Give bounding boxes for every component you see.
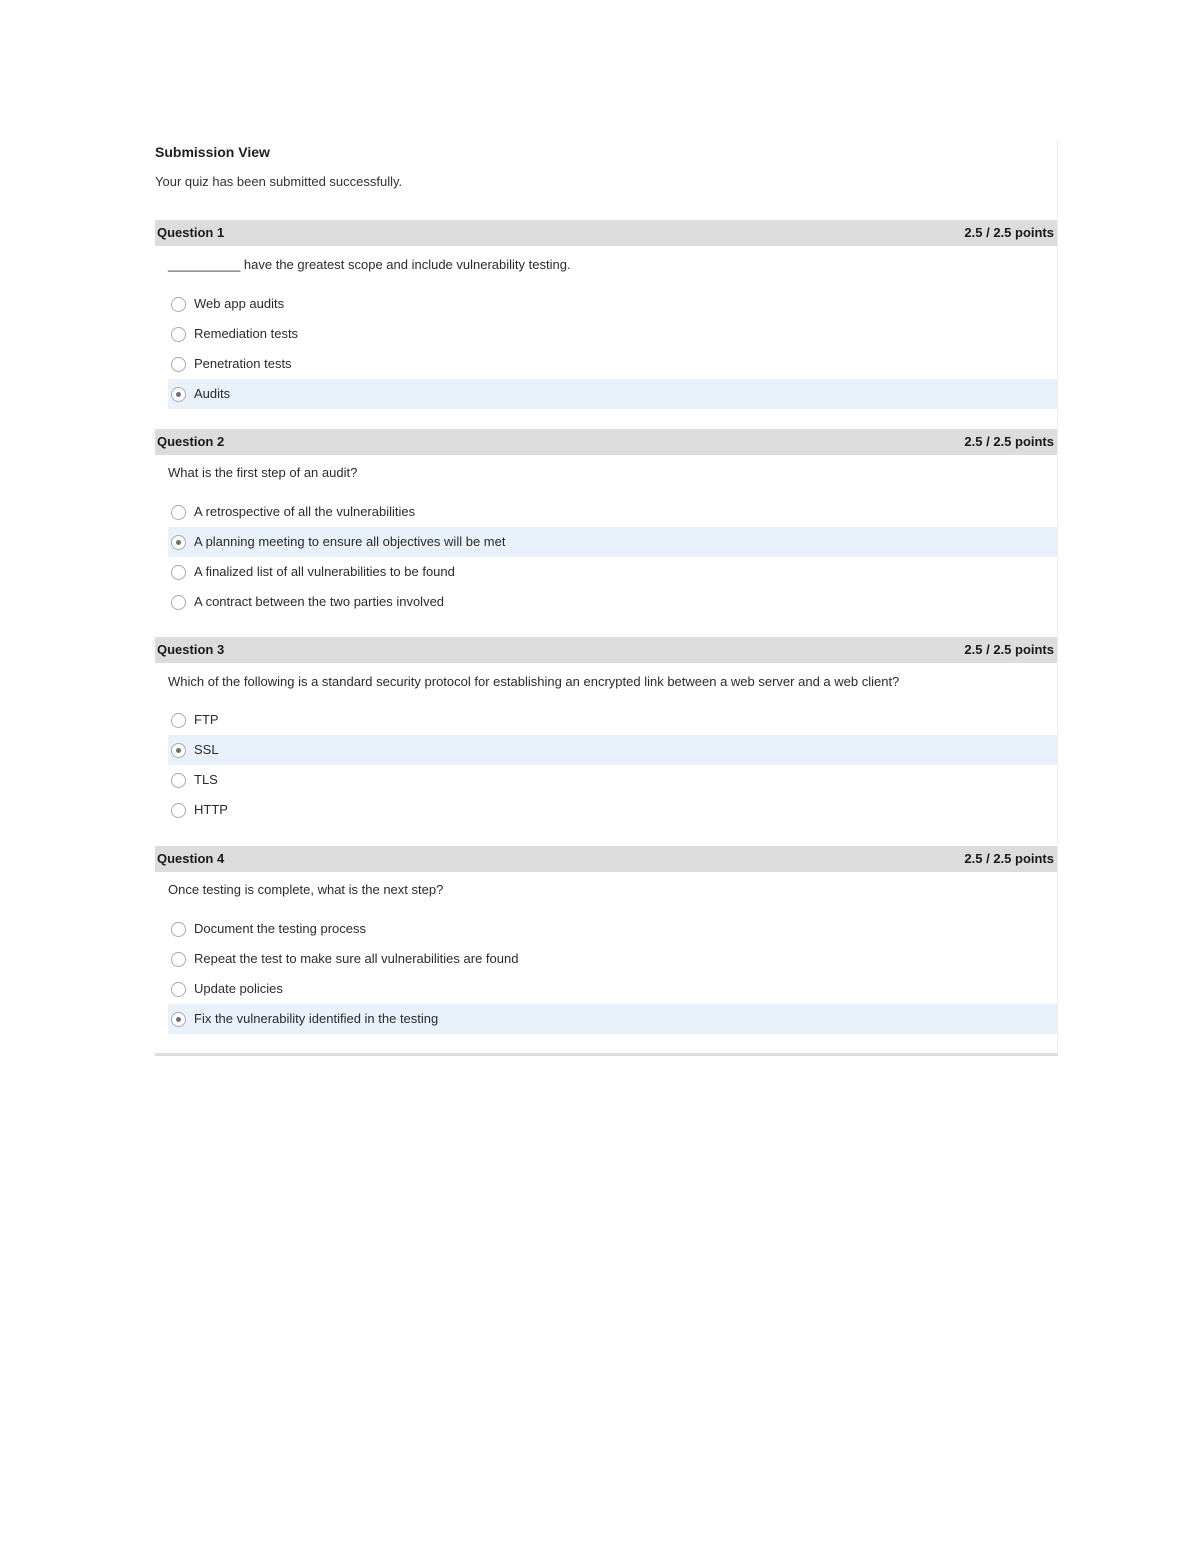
radio-icon[interactable] — [171, 535, 186, 550]
option-label: Repeat the test to make sure all vulnerabilities are found — [194, 951, 519, 966]
question-3-header — [155, 637, 1057, 663]
q2-option-3[interactable] — [168, 557, 1057, 587]
option-label: Web app audits — [194, 296, 285, 311]
question-1-header — [155, 220, 1057, 246]
question-4-text: Once testing is complete, what is the next step? — [168, 882, 444, 897]
radio-icon[interactable] — [171, 297, 186, 312]
question-1-text: __________ have the greatest scope and include vulnerability testing. — [168, 257, 571, 272]
question-4-points: 2.5 / 2.5 points — [964, 851, 1054, 866]
question-2-label: Question 2 — [157, 434, 225, 449]
radio-icon[interactable] — [171, 803, 186, 818]
q3-option-4[interactable] — [168, 795, 1057, 825]
q2-option-2[interactable] — [168, 527, 1057, 557]
question-4-header — [155, 846, 1057, 872]
q1-option-4[interactable] — [168, 379, 1057, 409]
radio-icon[interactable] — [171, 1012, 186, 1027]
question-3-points: 2.5 / 2.5 points — [964, 642, 1054, 657]
radio-icon[interactable] — [171, 505, 186, 520]
submission-card — [155, 140, 1058, 1056]
option-label: Document the testing process — [194, 921, 366, 936]
question-1-points: 2.5 / 2.5 points — [964, 225, 1054, 240]
option-label: Fix the vulnerability identified in the testing — [194, 1011, 439, 1026]
q4-option-2[interactable] — [168, 944, 1057, 974]
option-label: A planning meeting to ensure all objectives will be met — [194, 534, 506, 549]
radio-icon[interactable] — [171, 952, 186, 967]
option-label: A contract between the two parties involved — [194, 594, 445, 609]
question-1-label: Question 1 — [157, 225, 225, 240]
question-2-header — [155, 429, 1057, 455]
option-label: HTTP — [194, 802, 228, 817]
option-label: Audits — [194, 386, 231, 401]
q4-option-4[interactable] — [168, 1004, 1057, 1034]
q3-option-2[interactable] — [168, 735, 1057, 765]
q4-option-1[interactable] — [168, 914, 1057, 944]
q1-option-3[interactable] — [168, 349, 1057, 379]
option-label: A finalized list of all vulnerabilities to be found — [194, 564, 455, 579]
option-label: TLS — [194, 772, 218, 787]
radio-icon[interactable] — [171, 565, 186, 580]
question-3-label: Question 3 — [157, 642, 225, 657]
q2-option-1[interactable] — [168, 497, 1057, 527]
question-3-text: Which of the following is a standard security protocol for establishing an encrypted link between a web server and a web client? — [168, 674, 900, 689]
radio-icon[interactable] — [171, 773, 186, 788]
q1-option-2[interactable] — [168, 319, 1057, 349]
q3-option-3[interactable] — [168, 765, 1057, 795]
radio-icon[interactable] — [171, 743, 186, 758]
submission-status: Your quiz has been submitted successfully. — [155, 174, 403, 189]
option-label: Remediation tests — [194, 326, 299, 341]
option-label: A retrospective of all the vulnerabilities — [194, 504, 416, 519]
radio-icon[interactable] — [171, 922, 186, 937]
radio-icon[interactable] — [171, 387, 186, 402]
radio-icon[interactable] — [171, 595, 186, 610]
q2-option-4[interactable] — [168, 587, 1057, 617]
radio-icon[interactable] — [171, 327, 186, 342]
option-label: Penetration tests — [194, 356, 292, 371]
option-label: FTP — [194, 712, 219, 727]
q1-option-1[interactable] — [168, 289, 1057, 319]
option-label: Update policies — [194, 981, 283, 996]
question-4-label: Question 4 — [157, 851, 225, 866]
q3-option-1[interactable] — [168, 705, 1057, 735]
question-2-points: 2.5 / 2.5 points — [964, 434, 1054, 449]
radio-icon[interactable] — [171, 982, 186, 997]
question-2-text: What is the first step of an audit? — [168, 465, 358, 480]
q4-option-3[interactable] — [168, 974, 1057, 1004]
radio-icon[interactable] — [171, 713, 186, 728]
radio-icon[interactable] — [171, 357, 186, 372]
option-label: SSL — [194, 742, 219, 757]
page-title: Submission View — [155, 144, 270, 160]
